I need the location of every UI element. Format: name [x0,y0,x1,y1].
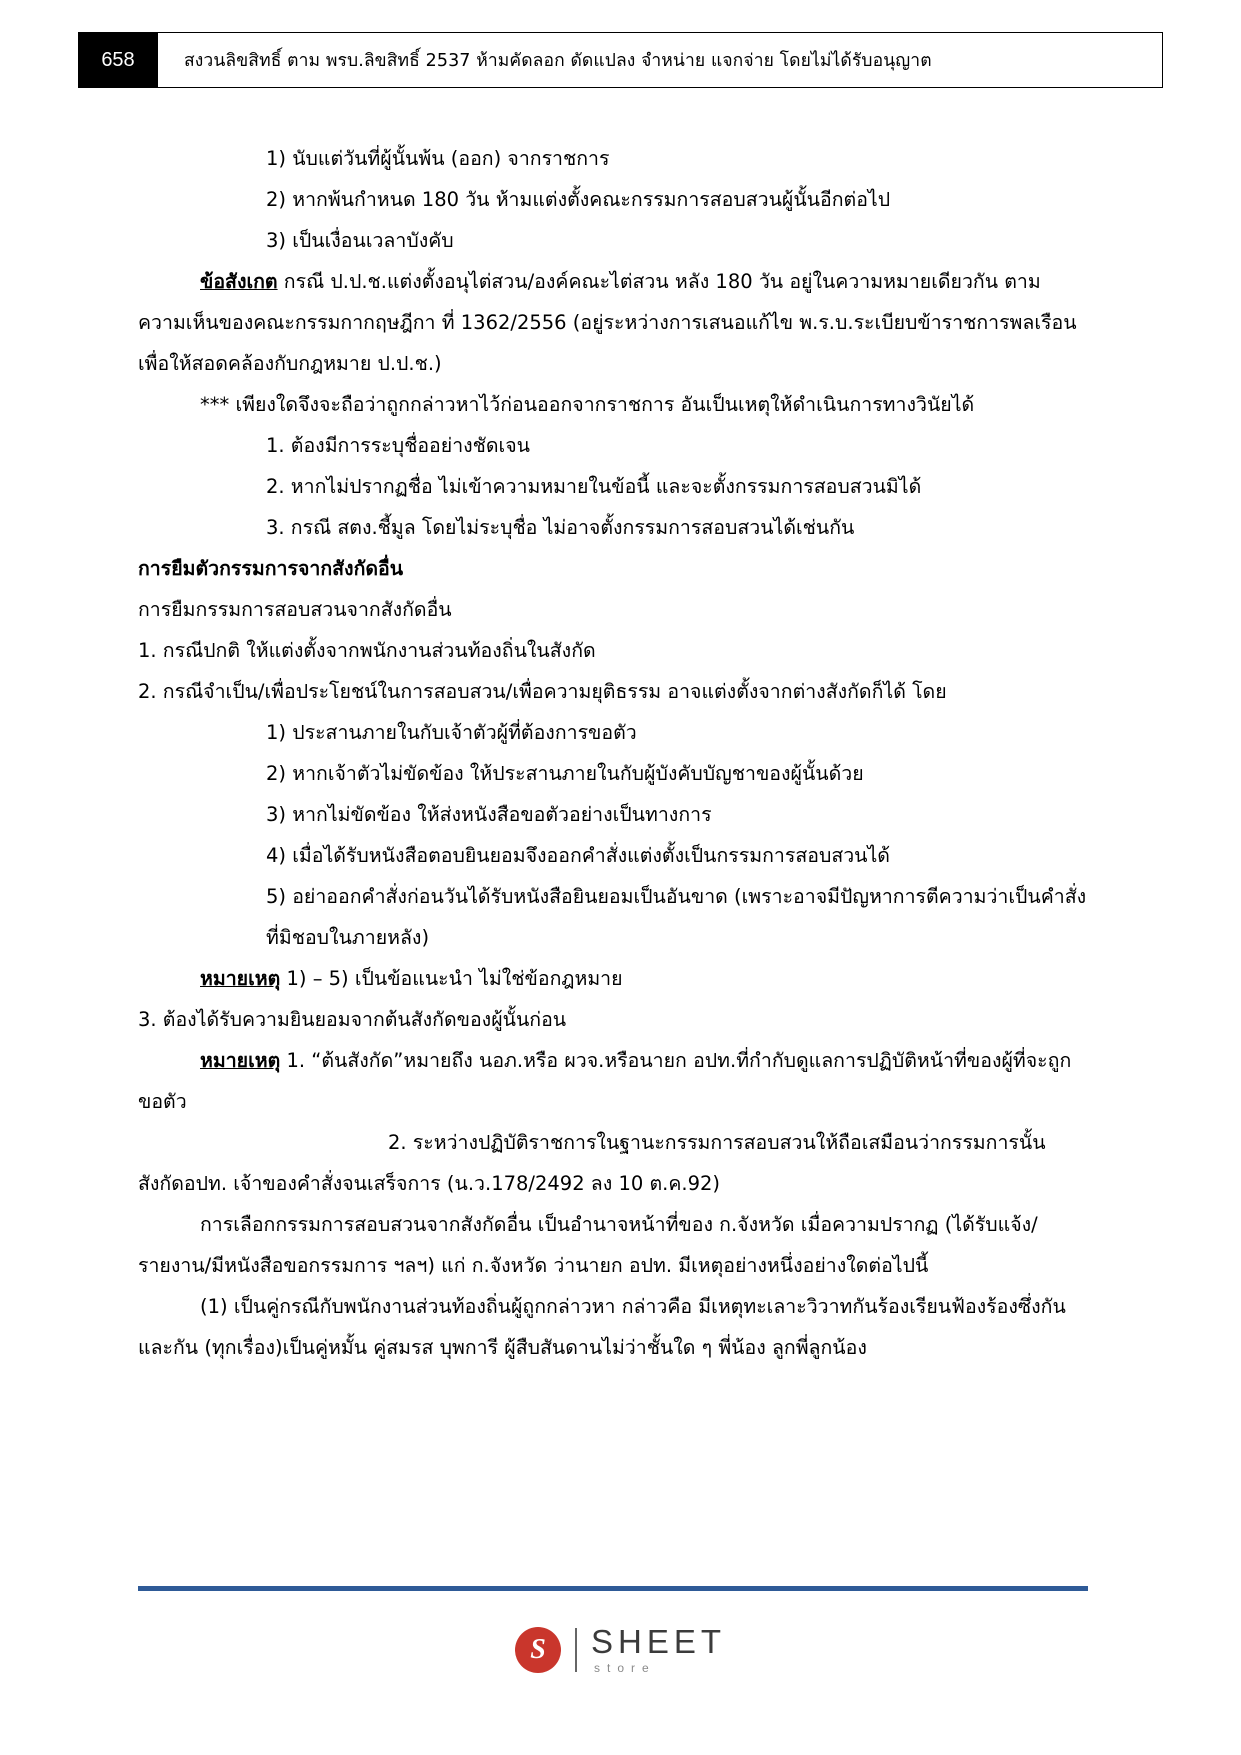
document-body [138,138,1088,1368]
footer-divider [138,1586,1088,1591]
note-text: 1. “ต้นสังกัด”หมายถึง นอภ.หรือ ผวจ.หรือนายก อปท.ที่กำกับดูแลการปฏิบัติหน้าที่ของผู้ที่จะถูกขอตัว [138,1049,1072,1113]
note-text: กรณี ป.ป.ช.แต่งตั้งอนุไต่สวน/องค์คณะไต่สวน หลัง 180 วัน อยู่ในความหมายเดียวกัน ตามความเห็นของคณะกรรมกากฤษฎีกา ที่ 1362/2556 (อยู่ระหว่างการเสนอแก้ไข พ.ร.บ.ระเบียบข้าราชการพลเรือนเพื่อให้สอดคล้องกับกฎหมาย ป.ป.ช.) [138,270,1077,375]
page-header [78,32,1163,88]
paragraph: การเลือกกรรมการสอบสวนจากสังกัดอื่น เป็นอำนาจหน้าที่ของ ก.จังหวัด เมื่อความปรากฏ (ได้รับแจ้ง/รายงาน/มีหนังสือขอกรรมการ ฯลฯ) แก่ ก.จังหวัด ว่านายก อปท. มีเหตุอย่างหนึ่งอย่างใดต่อไปนี้ [138,1213,1038,1277]
note-label: หมายเหตุ [200,1049,281,1072]
list-item: 2) หากเจ้าตัวไม่ขัดข้อง ให้ประสานภายในกับผู้บังคับบัญชาของผู้นั้นด้วย [266,762,864,785]
page-number: 658 [78,32,158,88]
note-text: 1) – 5) เป็นข้อแนะนำ ไม่ใช่ข้อกฎหมาย [280,967,623,990]
list-item: 1) ประสานภายในกับเจ้าตัวผู้ที่ต้องการขอตัว [266,721,637,744]
note-paragraph [138,958,1088,999]
list-item: 5) อย่าออกคำสั่งก่อนวันได้รับหนังสือยินยอมเป็นอันขาด (เพราะอาจมีปัญหาการตีความว่าเป็นคำสั่งที่มิชอบในภายหลัง) [266,885,1087,949]
note-paragraph [138,1040,1088,1122]
paragraph: (1) เป็นคู่กรณีกับพนักงานส่วนท้องถิ่นผู้ถูกกล่าวหา กล่าวคือ มีเหตุทะเลาะวิวาทกันร้องเรียนฟ้องร้องซึ่งกันและกัน (ทุกเรื่อง)เป็นคู่หมั้น คู่สมรส บุพการี ผู้สืบสันดานไม่ว่าชั้นใด ๆ พี่น้อง ลูกพี่ลูกน้อง [138,1295,1066,1359]
logo-title: SHEET [590,1623,727,1660]
list-item: 4) เมื่อได้รับหนังสือตอบยินยอมจึงออกคำสั่งแต่งตั้งเป็นกรรมการสอบสวนได้ [266,844,890,867]
section-heading: การยืมตัวกรรมการจากสังกัดอื่น [138,557,404,580]
list-item: 1) นับแต่วันที่ผู้นั้นพ้น (ออก) จากราชการ [266,147,610,170]
list-item: 3) หากไม่ขัดข้อง ให้ส่งหนังสือขอตัวอย่างเป็นทางการ [266,803,712,826]
list-item: 3) เป็นเงื่อนเวลาบังคับ [266,229,454,252]
list-item: 2) หากพ้นกำหนด 180 วัน ห้ามแต่งตั้งคณะกรรมการสอบสวนผู้นั้นอีกต่อไป [266,188,891,211]
list-item: 2. หากไม่ปรากฏชื่อ ไม่เข้าความหมายในข้อนี้ และจะตั้งกรรมการสอบสวนมิได้ [266,475,922,498]
note-label: ข้อสังเกต [200,270,278,293]
list-item: 1. กรณีปกติ ให้แต่งตั้งจากพนักงานส่วนท้องถิ่นในสังกัด [138,639,596,662]
note-label: หมายเหตุ [200,967,281,990]
list-item: 2. กรณีจำเป็น/เพื่อประโยชน์ในการสอบสวน/เพื่อความยุติธรรม อาจแต่งตั้งจากต่างสังกัดก็ได้ โดย [138,680,947,703]
list-item: 2. ระหว่างปฏิบัติราชการในฐานะกรรมการสอบสวนให้ถือเสมือนว่ากรรมการนั้นสังกัดอปท. เจ้าของคำสั่งจนเสร็จการ (น.ว.178/2492 ลง 10 ต.ค.92) [138,1131,1046,1195]
list-item: 3. กรณี สตง.ชี้มูล โดยไม่ระบุชื่อ ไม่อาจตั้งกรรมการสอบสวนได้เช่นกัน [266,516,855,539]
logo-divider [575,1628,577,1672]
list-item: 1. ต้องมีการระบุชื่ออย่างชัดเจน [266,434,530,457]
sheet-store-logo-icon: S [515,1627,561,1673]
logo-wordmark [591,1625,726,1674]
paragraph: การยืมกรรมการสอบสวนจากสังกัดอื่น [138,598,452,621]
paragraph: *** เพียงใดจึงจะถือว่าถูกกล่าวหาไว้ก่อนออกจากราชการ อันเป็นเหตุให้ดำเนินการทางวินัยได้ [200,393,975,416]
copyright-notice: สงวนลิขสิทธิ์ ตาม พรบ.ลิขสิทธิ์ 2537 ห้ามคัดลอก ดัดแปลง จำหน่าย แจกจ่าย โดยไม่ได้รับอนุญาต [158,32,1163,88]
list-item: 3. ต้องได้รับความยินยอมจากต้นสังกัดของผู้นั้นก่อน [138,1008,567,1031]
note-paragraph [138,261,1088,384]
logo-subtitle: store [593,1661,656,1675]
footer-logo [0,1625,1241,1674]
